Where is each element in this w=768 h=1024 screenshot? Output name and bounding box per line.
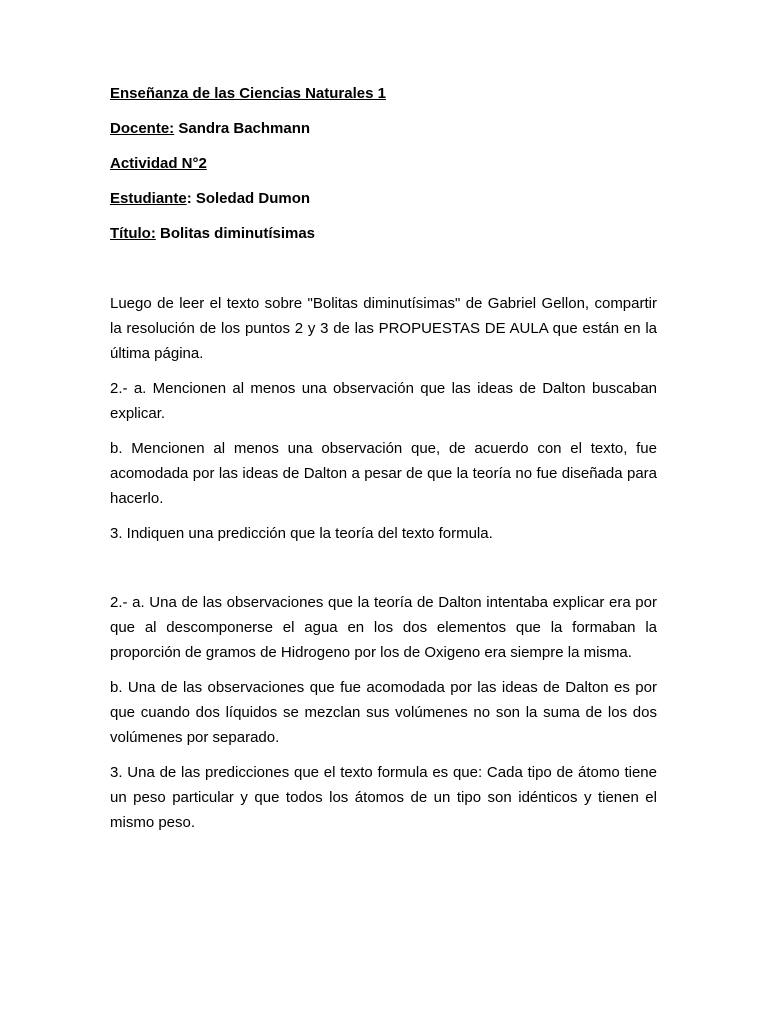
- activity-line: [110, 152, 657, 176]
- document-page: [110, 82, 657, 845]
- teacher-name: Sandra Bachmann: [174, 120, 311, 137]
- teacher-label: Docente:: [110, 120, 175, 137]
- answer-2b: b. Una de las observaciones que fue acomodada por las ideas de Dalton es por que cuando dos líquidos se mezclan sus volúmenes no son la suma de los dos volúmenes por separado.: [110, 679, 657, 746]
- course-title: Enseñanza de las Ciencias Naturales 1: [110, 85, 386, 102]
- title-line: [110, 222, 657, 246]
- answer-2a: 2.- a. Una de las observaciones que la teoría de Dalton intentaba explicar era por que al descomponerse el agua en los dos elementos que la formaban la proporción de gramos de Hidrogeno por los de Oxigeno era siempre la misma.: [110, 594, 657, 661]
- activity-label: Actividad N°2: [110, 155, 207, 172]
- teacher-line: [110, 117, 657, 141]
- question-2b: b. Mencionen al menos una observación que, de acuerdo con el texto, fue acomodada por las ideas de Dalton a pesar de que la teoría no fue diseñada para hacerlo.: [110, 440, 657, 507]
- instruction-paragraph: Luego de leer el texto sobre "Bolitas diminutísimas" de Gabriel Gellon, compartir la resolución de los puntos 2 y 3 de las PROPUESTAS DE AULA que están en la última página.: [110, 295, 657, 362]
- question-2a: 2.- a. Mencionen al menos una observación que las ideas de Dalton buscaban explicar.: [110, 380, 657, 422]
- student-line: [110, 187, 657, 211]
- student-name: : Soledad Dumon: [186, 190, 311, 207]
- answer-3: 3. Una de las predicciones que el texto formula es que: Cada tipo de átomo tiene un peso particular y que todos los átomos de un tipo son idénticos y tienen el mismo peso.: [110, 764, 657, 831]
- title-label: Título:: [110, 225, 156, 242]
- course-heading: [110, 82, 657, 106]
- title-value: Bolitas diminutísimas: [155, 225, 316, 242]
- spacer: [110, 556, 657, 590]
- student-label: Estudiante: [110, 190, 187, 207]
- question-3: 3. Indiquen una predicción que la teoría del texto formula.: [110, 525, 493, 542]
- spacer: [110, 257, 657, 291]
